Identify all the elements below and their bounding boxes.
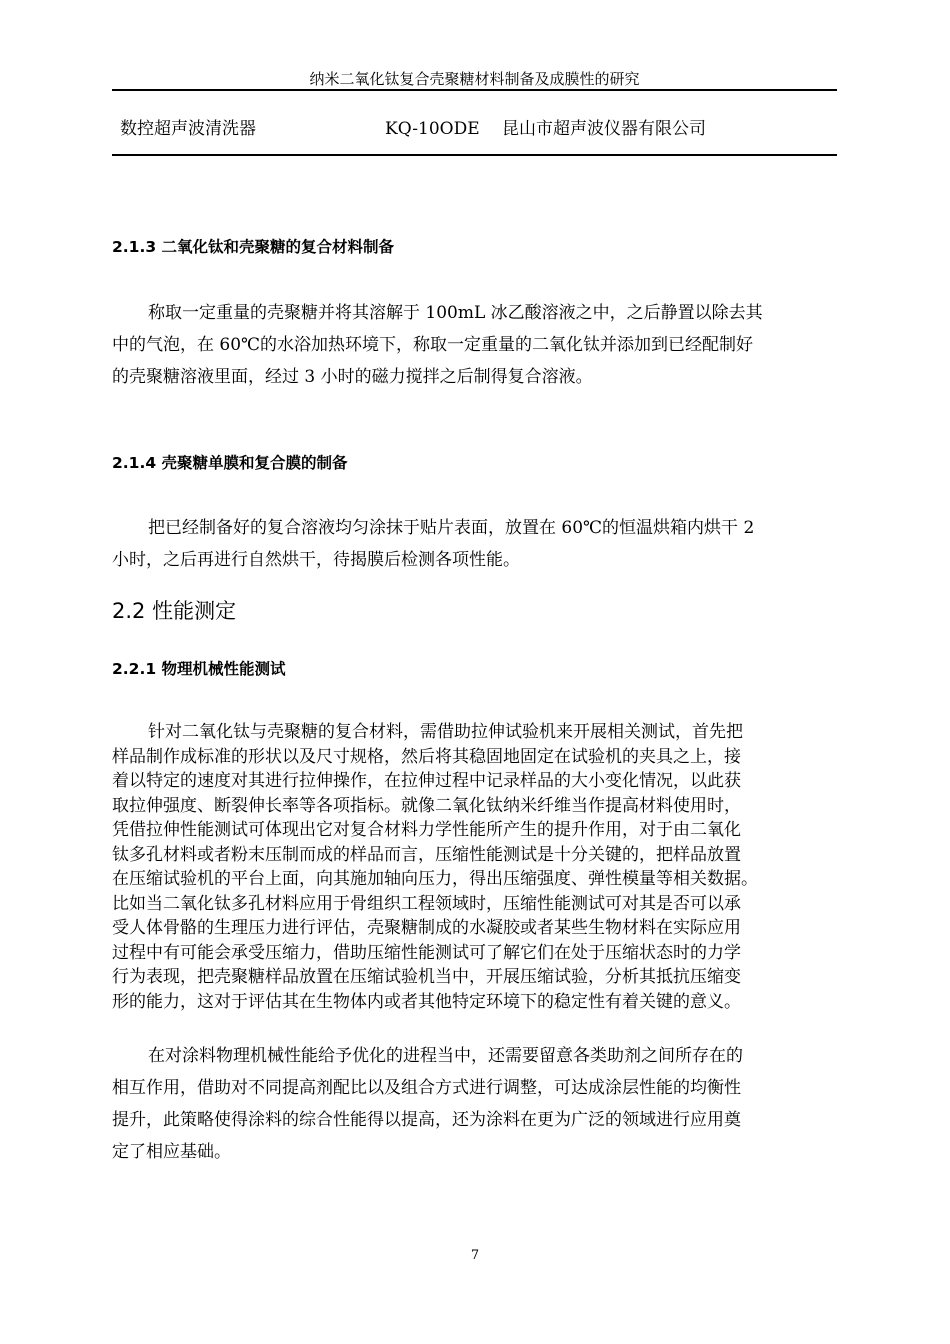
text-line: 钛多孔材料或者粉末压制而成的样品而言，压缩性能测试是十分关键的，把样品放置 — [112, 844, 741, 865]
heading-2-2: 2.2 性能测定 — [112, 599, 237, 623]
text-line: 在压缩试验机的平台上面，向其施加轴向压力，得出压缩强度、弹性模量等相关数据。 — [112, 869, 758, 889]
text-line: 中的气泡，在 60℃的水浴加热环境下，称取一定重量的二氧化钛并添加到已经配制好 — [112, 335, 754, 355]
text-line: 相互作用，借助对不同提高剂配比以及组合方式进行调整，可达成涂层性能的均衡性 — [112, 1078, 741, 1098]
paragraph-2-2-1-a — [112, 720, 837, 1014]
table-bottom-rule — [112, 154, 837, 156]
text-line: 定了相应基础。 — [112, 1142, 231, 1162]
text-line: 称取一定重量的壳聚糖并将其溶解于 100mL 冰乙酸溶液之中，之后静置以除去其 — [148, 303, 763, 323]
paragraph-2-1-3 — [112, 297, 837, 393]
text-line: 着以特定的速度对其进行拉伸操作，在拉伸过程中记录样品的大小变化情况，以此获 — [112, 771, 741, 791]
text-line: 受人体骨骼的生理压力进行评估，壳聚糖制成的水凝胶或者某些生物材料在实际应用 — [112, 918, 741, 938]
equipment-maker: 昆山市超声波仪器有限公司 — [502, 119, 706, 139]
text-line: 行为表现，把壳聚糖样品放置在压缩试验机当中，开展压缩试验，分析其抵抗压缩变 — [112, 967, 741, 987]
text-line: 过程中有可能会承受压缩力，借助压缩性能测试可了解它们在处于压缩状态时的力学 — [112, 942, 741, 963]
text-line: 样品制作成标准的形状以及尺寸规格，然后将其稳固地固定在试验机的夹具之上，接 — [112, 746, 741, 767]
running-header: 纳米二氧化钛复合壳聚糖材料制备及成膜性的研究 — [309, 70, 640, 88]
text-line: 提升，此策略使得涂料的综合性能得以提高，还为涂料在更为广泛的领域进行应用奠 — [112, 1110, 741, 1130]
heading-2-1-4: 2.1.4 壳聚糖单膜和复合膜的制备 — [112, 454, 348, 472]
text-line: 小时，之后再进行自然烘干，待揭膜后检测各项性能。 — [112, 550, 520, 570]
heading-2-2-1: 2.2.1 物理机械性能测试 — [112, 660, 286, 678]
text-line: 凭借拉伸性能测试可体现出它对复合材料力学性能所产生的提升作用，对于由二氧化 — [112, 820, 741, 840]
equipment-model: KQ-10ODE — [385, 119, 480, 139]
text-line: 形的能力，这对于评估其在生物体内或者其他特定环境下的稳定性有着关键的意义。 — [112, 991, 741, 1012]
text-line: 在对涂料物理机械性能给予优化的进程当中，还需要留意各类助剂之间所存在的 — [148, 1046, 743, 1066]
text-line: 的壳聚糖溶液里面，经过 3 小时的磁力搅拌之后制得复合溶液。 — [112, 367, 593, 387]
heading-2-1-3: 2.1.3 二氧化钛和壳聚糖的复合材料制备 — [112, 238, 395, 256]
text-line: 比如当二氧化钛多孔材料应用于骨组织工程领域时，压缩性能测试可对其是否可以承 — [112, 893, 741, 914]
text-line: 针对二氧化钛与壳聚糖的复合材料，需借助拉伸试验机来开展相关测试，首先把 — [148, 722, 743, 742]
page-number: 7 — [470, 1248, 480, 1263]
equipment-name: 数控超声波清洗器 — [120, 119, 256, 139]
paragraph-2-1-4 — [112, 512, 837, 576]
paragraph-2-2-1-b — [112, 1040, 837, 1168]
equipment-table-row — [112, 118, 837, 142]
header-rule — [112, 89, 837, 91]
text-line: 取拉伸强度、断裂伸长率等各项指标。就像二氧化钛纳米纤维当作提高材料使用时， — [112, 795, 741, 816]
text-line: 把已经制备好的复合溶液均匀涂抹于贴片表面，放置在 60℃的恒温烘箱内烘干 2 — [148, 518, 755, 538]
